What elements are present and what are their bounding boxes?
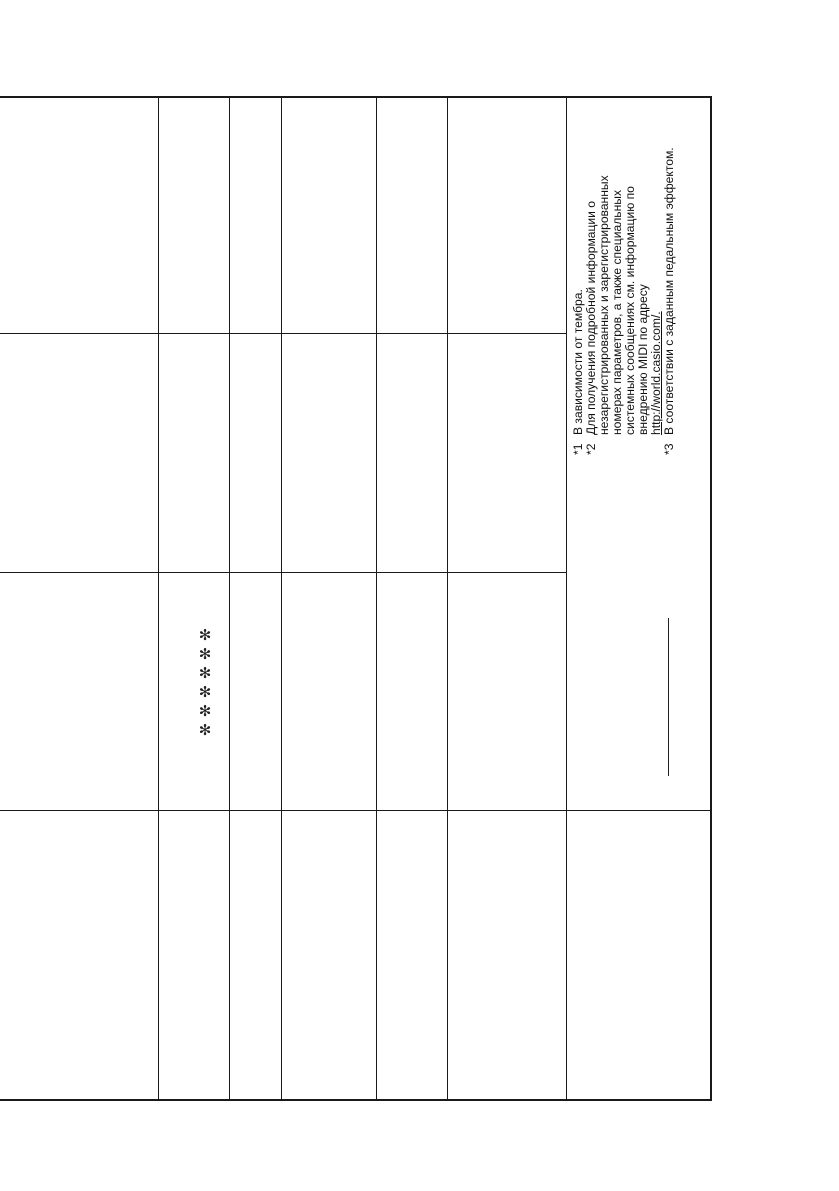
asterisk-mark: ✻ <box>198 702 212 720</box>
footnote-mark: *1 <box>571 443 585 455</box>
asterisk-mark: ✻ <box>198 683 212 701</box>
asterisk-mark: ✻ <box>198 664 212 682</box>
casio-url-link[interactable]: http://world.casio.com/. <box>649 311 663 435</box>
table-bottom-border <box>0 1099 712 1101</box>
footnote-3 <box>663 95 676 455</box>
column-divider <box>158 96 159 1100</box>
row-divider <box>0 333 566 334</box>
footnote-text: В соответствии с заданным педальным эффектом. <box>662 147 676 435</box>
asterisk-marks <box>194 626 216 740</box>
asterisk-mark: ✻ <box>198 721 212 739</box>
column-divider <box>566 96 567 1100</box>
asterisk-mark: ✻ <box>198 626 212 644</box>
footnote-mark: *3 <box>662 443 676 455</box>
footnote-2 <box>585 95 663 455</box>
row-divider <box>0 810 712 811</box>
column-divider <box>447 96 448 1100</box>
footnotes <box>572 95 692 455</box>
footnote-text: Для получения подробной информации о незарегистрированных и зарегистрированных номерах параметров, а также специальных системных сообщениях см. информацию по внедрению MIDI по адресу <box>584 175 650 435</box>
asterisk-mark: ✻ <box>198 645 212 663</box>
column-divider <box>229 96 230 1100</box>
column-divider <box>281 96 282 1100</box>
footnote-text: В зависимости от тембра. <box>571 289 585 435</box>
footnote-mark: *2 <box>584 443 598 455</box>
table-right-border <box>710 96 712 1101</box>
column-divider <box>376 96 377 1100</box>
remarks-line <box>668 618 669 776</box>
row-divider <box>0 572 566 573</box>
